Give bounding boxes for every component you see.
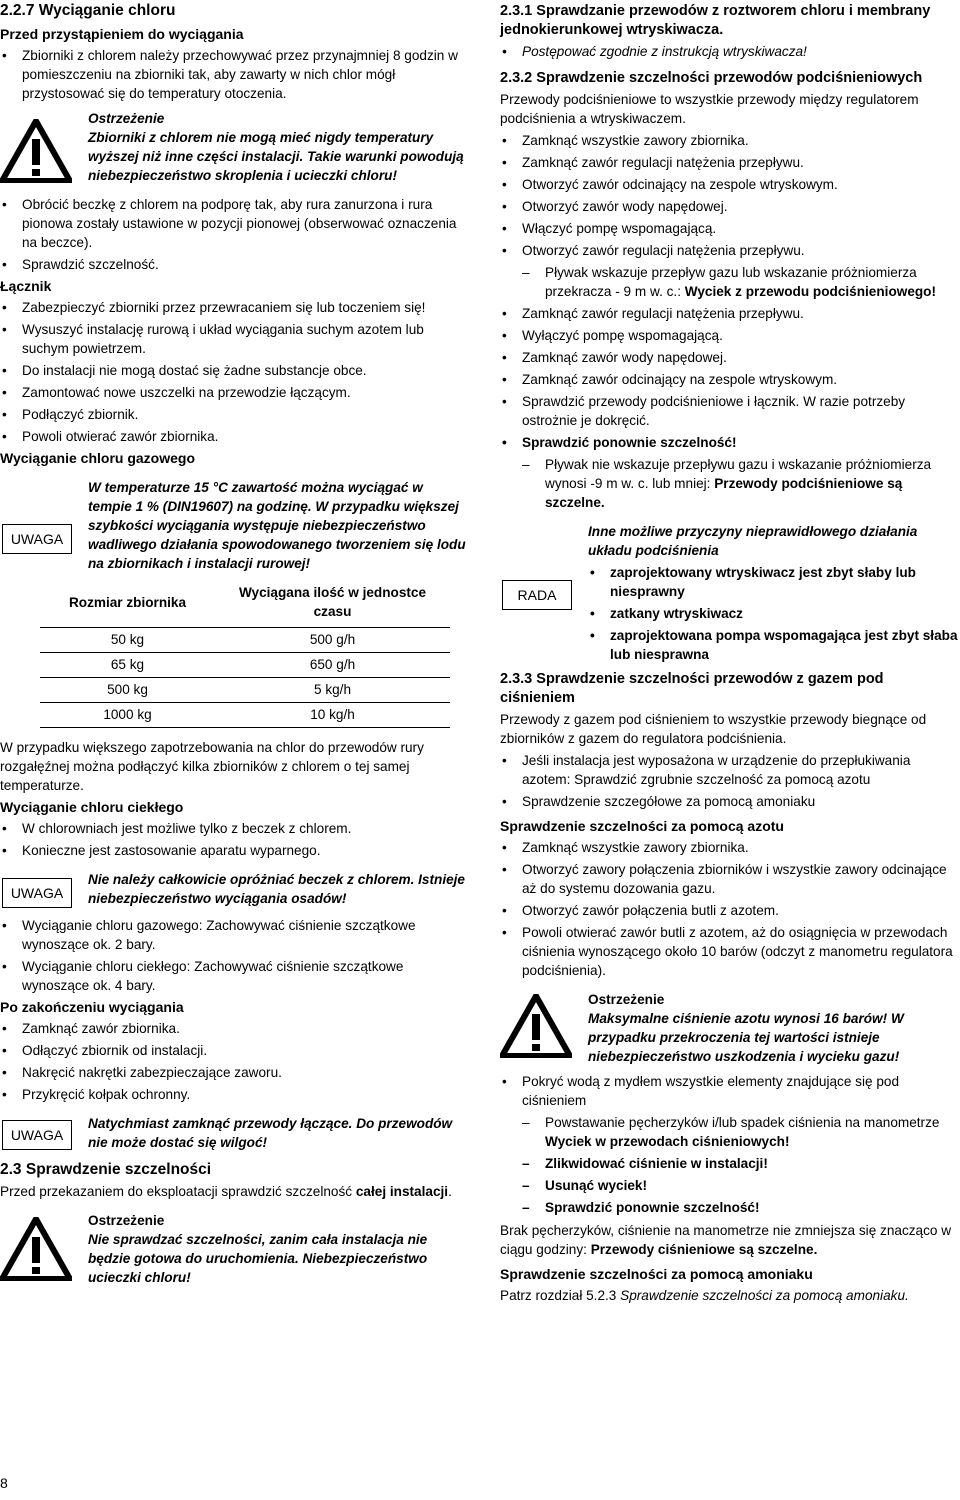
table-cell: 1000 kg bbox=[40, 703, 215, 728]
paragraph-reference: Sprawdzenie szczelności za pomocą amoniaku. bbox=[620, 1288, 909, 1303]
result-item bbox=[500, 263, 960, 301]
list-item: • Zabezpieczyć zbiorniki przez przewracaniem się lub toczeniem się! bbox=[0, 298, 466, 317]
list-item: • Jeśli instalacja jest wyposażona w urządzenie do przepłukiwania azotem: Sprawdzić zgrubnie szczelność za pomocą azotu bbox=[500, 751, 960, 789]
note-label: UWAGA bbox=[2, 878, 72, 908]
warning-icon bbox=[0, 1217, 72, 1281]
paragraph bbox=[500, 1286, 960, 1305]
paragraph-text: Brak pęcherzyków, ciśnienie na manometrze nie zmniejsza się znacząco w ciągu godziny: bbox=[500, 1223, 952, 1257]
result-text: Pływak nie wskazuje przepływu gazu i wskazanie próżniomierza wynosi -9 m w. c. lub mniej: bbox=[545, 457, 932, 491]
section-title: 2.3 Sprawdzenie szczelności bbox=[0, 1161, 212, 1178]
result-item bbox=[500, 1113, 960, 1151]
table-cell: 50 kg bbox=[40, 628, 215, 653]
subsection-title: Po zakończeniu wyciągania bbox=[0, 999, 184, 1015]
result-emphasis: Wyciek w przewodach ciśnieniowych! bbox=[545, 1134, 790, 1149]
list-item: • Wyłączyć pompę wspomagającą. bbox=[500, 326, 960, 345]
warning-icon bbox=[500, 994, 572, 1058]
list-item: • Zamknąć zawór regulacji natężenia przepływu. bbox=[500, 153, 960, 172]
vacuum-steps-list bbox=[500, 131, 960, 512]
table-cell: 65 kg bbox=[40, 653, 215, 678]
list-item: • Konieczne jest zastosowanie aparatu wyparnego. bbox=[0, 841, 466, 860]
table-cell: 5 kg/h bbox=[215, 678, 450, 703]
liquid-list bbox=[0, 819, 466, 860]
table-header: Wyciągana ilość w jednostce czasu bbox=[238, 585, 427, 619]
list-item: • Powoli otwierać zawór butli z azotem, aż do osiągnięcia w przewodach ciśnienia wynoszącego około 10 barów (odczyt z manometru regulatora podciśnienia). bbox=[500, 923, 960, 980]
table-cell: 10 kg/h bbox=[215, 703, 450, 728]
list-item: • Wysuszyć instalację rurową i układ wyciągania suchym azotem lub suchym powietrzem. bbox=[0, 320, 466, 358]
tip-title: Inne możliwe przyczyny nieprawidłowego działania układu podciśnienia bbox=[588, 524, 918, 558]
table-cell: 500 g/h bbox=[215, 628, 450, 653]
prep-list bbox=[0, 46, 466, 103]
list-item: • Otworzyć zawór połączenia butli z azotem. bbox=[500, 901, 960, 920]
list-item: • Obrócić beczkę z chlorem na podporę tak, aby rura zanurzona i rura pionowa zostały ustawione w pozycji pionowej (obserwować oznaczenia na beczce). bbox=[0, 195, 466, 252]
warning-text: Maksymalne ciśnienie azotu wynosi 16 barów! W przypadku przekroczenia tej wartości istnieje niebezpieczeństwo uszkodzenia i wycieku gazu! bbox=[588, 1011, 904, 1064]
list-item: • Zamknąć zawór odcinający na zespole wtryskowym. bbox=[500, 370, 960, 389]
warning-icon bbox=[0, 119, 72, 183]
list-item: • Zamknąć wszystkie zawory zbiornika. bbox=[500, 838, 960, 857]
list-item: • Podłączyć zbiornik. bbox=[0, 405, 466, 424]
list-item: • Przykręcić kołpak ochronny. bbox=[0, 1085, 466, 1104]
result-emphasis: Wyciek z przewodu podciśnieniowego! bbox=[684, 284, 937, 299]
list-item: • Sprawdzenie szczegółowe za pomocą amoniaku bbox=[500, 792, 960, 811]
note-text: Natychmiast zamknąć przewody łączące. Do przewodów nie może dostać się wilgoć! bbox=[88, 1116, 453, 1150]
subsection-title: Łącznik bbox=[0, 278, 52, 294]
list-item: • Sprawdzić szczelność. bbox=[0, 255, 466, 274]
list-item: • Otworzyć zawór regulacji natężenia przepływu. bbox=[500, 241, 960, 260]
list-item: • zaprojektowany wtryskiwacz jest zbyt słaby lub niesprawny bbox=[588, 563, 960, 601]
section-title: 2.2.7 Wyciąganie chloru bbox=[0, 2, 176, 19]
note-label: UWAGA bbox=[2, 1120, 72, 1150]
list-item: • Zbiorniki z chlorem należy przechowywać przez przynajmniej 8 godzin w pomieszczeniu na zbiorniki tak, aby zawarty w nich chlor mógł przystosować się do temperatury otoczenia. bbox=[0, 46, 466, 103]
list-item: • Otworzyć zawory połączenia zbiorników i wszystkie zawory odcinające aż do systemu dozowania gazu. bbox=[500, 860, 960, 898]
list-item: • Odłączyć zbiornik od instalacji. bbox=[0, 1041, 466, 1060]
table-header: Rozmiar zbiornika bbox=[68, 594, 187, 610]
paragraph: Przewody podciśnieniowe to wszystkie przewody między regulatorem podciśnienia a wtryskiwaczem. bbox=[500, 92, 919, 126]
subsection-title: Sprawdzenie szczelności za pomocą azotu bbox=[500, 818, 784, 834]
list-item: • Otworzyć zawór odcinający na zespole wtryskowym. bbox=[500, 175, 960, 194]
table-row bbox=[40, 653, 450, 678]
paragraph-text: Patrz rozdział 5.2.3 bbox=[500, 1288, 621, 1303]
list-item: • Zamknąć wszystkie zawory zbiornika. bbox=[500, 131, 960, 150]
list-item: • Zamknąć zawór zbiornika. bbox=[0, 1019, 466, 1038]
warning-title: Ostrzeżenie bbox=[88, 1213, 165, 1228]
tip-label: RADA bbox=[502, 580, 572, 610]
table-row bbox=[40, 678, 450, 703]
paragraph-text: Przed przekazaniem do eksploatacji sprawdzić szczelność bbox=[0, 1184, 356, 1199]
subsection-title: Przed przystąpieniem do wyciągania bbox=[0, 26, 244, 42]
after-list bbox=[0, 1019, 466, 1104]
list-item: • zaprojektowana pompa wspomagająca jest zbyt słaba lub niesprawna bbox=[588, 626, 960, 664]
list-item: • Zamknąć zawór wody napędowej. bbox=[500, 348, 960, 367]
list-item: • Powoli otwierać zawór zbiornika. bbox=[0, 427, 466, 446]
list-item: • Pokryć wodą z mydłem wszystkie elementy znajdujące się pod ciśnieniem bbox=[500, 1072, 960, 1110]
result-item: – Sprawdzić ponownie szczelność! bbox=[500, 1198, 960, 1217]
list-item: • Wyciąganie chloru ciekłego: Zachowywać ciśnienie szczątkowe wynoszące ok. 4 bary. bbox=[0, 957, 466, 995]
list-item: • zatkany wtryskiwacz bbox=[588, 604, 960, 623]
paragraph-emphasis: całej instalacji bbox=[355, 1184, 449, 1199]
list-item: • Postępować zgodnie z instrukcją wtryskiwacza! bbox=[500, 42, 960, 61]
warning-block bbox=[0, 109, 466, 189]
subsection-title: Sprawdzenie szczelności za pomocą amoniaku bbox=[500, 1266, 813, 1282]
result-emphasis: Przewody podciśnieniowe są szczelne. bbox=[545, 476, 903, 510]
section-title: 2.3.2 Sprawdzenie szczelności przewodów podciśnieniowych bbox=[500, 70, 923, 86]
result-item: – Zlikwidować ciśnienie w instalacji! bbox=[500, 1154, 960, 1173]
connector-list bbox=[0, 298, 466, 446]
paragraph-emphasis: Przewody ciśnieniowe są szczelne. bbox=[590, 1242, 818, 1257]
result-text: Powstawanie pęcherzyków i/lub spadek ciśnienia na manometrze bbox=[545, 1115, 940, 1130]
tip-list bbox=[588, 563, 960, 664]
paragraph: W przypadku większego zapotrzebowania na chlor do przewodów rury rozgałęźnej można podłączyć kilka zbiorników z chlorem o tej samej temperaturze. bbox=[0, 740, 424, 793]
section-title: 2.3.1 Sprawdzanie przewodów z roztworem chloru i membrany jednokierunkowej wtryskiwacza. bbox=[500, 3, 931, 38]
list-item: • Sprawdzić przewody podciśnieniowe i łącznik. W razie potrzeby ostrożnie je dokręcić. bbox=[500, 392, 960, 430]
note-block bbox=[0, 478, 466, 573]
nitrogen-list bbox=[500, 838, 960, 980]
paragraph: Przewody z gazem pod ciśnieniem to wszystkie przewody biegnące od zbiorników z gazem do regulatora podciśnienia. bbox=[500, 712, 927, 746]
list-item: • Do instalacji nie mogą dostać się żadne substancje obce. bbox=[0, 361, 466, 380]
note-text: Nie należy całkowicie opróżniać beczek z chlorem. Istnieje niebezpieczeństwo wyciągania osadów! bbox=[88, 872, 465, 906]
list-item: • W chlorowniach jest możliwe tylko z beczek z chlorem. bbox=[0, 819, 466, 838]
page-number: 8 bbox=[0, 1475, 8, 1491]
subsection-title: Wyciąganie chloru ciekłego bbox=[0, 799, 184, 815]
warning-text: Zbiorniki z chlorem nie mogą mieć nigdy temperatury wyższej niż inne części instalacji. Takie warunki powodują niebezpieczeństwo skroplenia i ucieczki chloru! bbox=[88, 130, 464, 183]
right-column bbox=[500, 0, 960, 1308]
pressure-list bbox=[0, 916, 466, 995]
foam-test-list bbox=[500, 1072, 960, 1217]
list-item: • Nakręcić nakrętki zabezpieczające zaworu. bbox=[0, 1063, 466, 1082]
warning-block bbox=[500, 990, 960, 1066]
table-cell: 500 kg bbox=[40, 678, 215, 703]
list-item: • Otworzyć zawór wody napędowej. bbox=[500, 197, 960, 216]
paragraph bbox=[500, 1221, 960, 1259]
paragraph-text: . bbox=[448, 1184, 452, 1199]
warning-title: Ostrzeżenie bbox=[588, 992, 665, 1007]
list-item: • Zamontować nowe uszczelki na przewodzie łączącym. bbox=[0, 383, 466, 402]
note-block bbox=[0, 1114, 466, 1154]
prep-list-cont bbox=[0, 195, 466, 274]
note-block bbox=[0, 870, 466, 910]
table-row bbox=[40, 703, 450, 728]
table-cell: 650 g/h bbox=[215, 653, 450, 678]
warning-title: Ostrzeżenie bbox=[88, 111, 165, 126]
instruction-list bbox=[500, 42, 960, 61]
rate-table bbox=[40, 583, 450, 728]
list-item: • Wyciąganie chloru gazowego: Zachowywać ciśnienie szczątkowe wynoszące ok. 2 bary. bbox=[0, 916, 466, 954]
note-label: UWAGA bbox=[2, 524, 72, 554]
table-row bbox=[40, 628, 450, 653]
left-column bbox=[0, 0, 466, 1293]
subsection-title: Wyciąganie chloru gazowego bbox=[0, 450, 196, 466]
pressure-check-list bbox=[500, 751, 960, 811]
note-text: W temperaturze 15 °C zawartość można wyciągać w tempie 1 % (DIN19607) na godzinę. W przypadku większej szybkości wyciągania występuje niebezpieczeństwo wadliwego działania spowodowanego tworzeniem się lodu na zbiornikach i instalacji rurowej! bbox=[88, 480, 466, 571]
result-item: – Usunąć wyciek! bbox=[500, 1176, 960, 1195]
section-title: 2.3.3 Sprawdzenie szczelności przewodów z gazem pod ciśnieniem bbox=[500, 671, 884, 706]
list-item: • Zamknąć zawór regulacji natężenia przepływu. bbox=[500, 304, 960, 323]
list-item: • Włączyć pompę wspomagającą. bbox=[500, 219, 960, 238]
result-item bbox=[500, 455, 960, 512]
warning-block bbox=[0, 1211, 466, 1287]
warning-text: Nie sprawdzać szczelności, zanim cała instalacja nie będzie gotowa do uruchomienia. Niebezpieczeństwo ucieczki chloru! bbox=[88, 1232, 428, 1285]
list-item: • Sprawdzić ponownie szczelność! bbox=[500, 433, 960, 452]
tip-block bbox=[500, 522, 960, 664]
result-text: Pływak wskazuje przepływ gazu lub wskazanie próżniomierza przekracza - 9 m w. c.: bbox=[545, 265, 917, 299]
paragraph bbox=[0, 1182, 466, 1201]
